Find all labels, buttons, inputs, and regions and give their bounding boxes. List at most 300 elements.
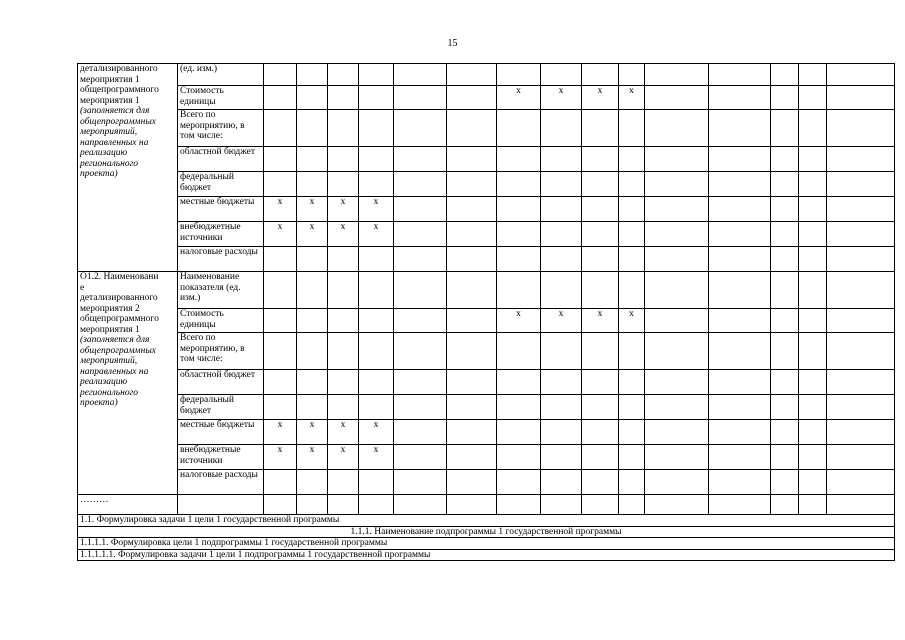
- empty-cell: [799, 495, 827, 515]
- value-cell: [541, 395, 582, 420]
- value-cell: [709, 309, 771, 333]
- value-cell: [645, 86, 709, 110]
- value-cell: [394, 470, 447, 495]
- value-cell: [394, 420, 447, 445]
- value-cell: [582, 147, 619, 172]
- value-cell: [799, 197, 827, 222]
- value-cell: [359, 333, 394, 370]
- value-cell: [709, 86, 771, 110]
- value-cell: [541, 247, 582, 272]
- section-heading-row: [78, 538, 895, 550]
- value-cell: x: [359, 197, 394, 222]
- value-cell: [582, 272, 619, 309]
- row-label: областной бюджет: [178, 370, 264, 395]
- event-name-line: мероприятия 1: [80, 95, 140, 106]
- value-cell: [645, 222, 709, 247]
- value-cell: [582, 110, 619, 147]
- value-cell: [709, 222, 771, 247]
- table-row: [78, 64, 895, 86]
- value-cell: [827, 309, 895, 333]
- event-note-line: общепрограммных: [80, 345, 156, 356]
- value-cell: [359, 247, 394, 272]
- value-cell: [447, 420, 497, 445]
- value-cell: [447, 247, 497, 272]
- table-row: [78, 197, 895, 222]
- value-cell: [619, 395, 645, 420]
- value-cell: [447, 110, 497, 147]
- event-note-line: (заполняется для: [80, 335, 150, 345]
- value-cell: [827, 172, 895, 197]
- event-note-line: мероприятий,: [80, 127, 138, 137]
- value-cell: [394, 110, 447, 147]
- value-cell: [394, 147, 447, 172]
- value-cell: x: [359, 222, 394, 247]
- table-body: [78, 64, 895, 561]
- value-cell: [827, 370, 895, 395]
- value-cell: [799, 370, 827, 395]
- value-cell: [541, 333, 582, 370]
- table-row: [78, 172, 895, 197]
- event-note-line: направленных на: [80, 366, 149, 377]
- value-cell: [827, 445, 895, 470]
- value-cell: [359, 395, 394, 420]
- value-cell: x: [328, 420, 359, 445]
- row-label: федеральный бюджет: [178, 172, 264, 197]
- value-cell: [541, 197, 582, 222]
- value-cell: [619, 370, 645, 395]
- value-cell: [264, 247, 297, 272]
- value-cell: [447, 470, 497, 495]
- empty-cell: [827, 495, 895, 515]
- value-cell: [645, 64, 709, 86]
- value-cell: [447, 64, 497, 86]
- value-cell: [799, 395, 827, 420]
- event-name-line: мероприятия 2: [80, 303, 140, 314]
- value-cell: [799, 333, 827, 370]
- value-cell: x: [264, 222, 297, 247]
- event-note-line: реализацию: [80, 148, 128, 158]
- event-name-line: мероприятия 1: [80, 324, 140, 335]
- empty-cell: [541, 495, 582, 515]
- value-cell: [709, 333, 771, 370]
- value-cell: [582, 395, 619, 420]
- value-cell: x: [297, 445, 328, 470]
- table-row: [78, 309, 895, 333]
- value-cell: [645, 395, 709, 420]
- empty-cell: [297, 495, 328, 515]
- value-cell: [497, 370, 541, 395]
- value-cell: x: [359, 420, 394, 445]
- row-label: Всего по мероприятию, в том числе:: [178, 333, 264, 370]
- value-cell: [541, 272, 582, 309]
- event-note-line: регионального: [80, 387, 139, 398]
- value-cell: [394, 309, 447, 333]
- value-cell: [297, 64, 328, 86]
- value-cell: [827, 395, 895, 420]
- value-cell: [709, 247, 771, 272]
- value-cell: [709, 147, 771, 172]
- section-heading: 1.1.1. Наименование подпрограммы 1 государственной программы: [78, 526, 895, 538]
- value-cell: [619, 147, 645, 172]
- value-cell: [771, 172, 799, 197]
- value-cell: [799, 272, 827, 309]
- section-heading: 1.1. Формулировка задачи 1 цели 1 государственной программы: [78, 515, 895, 527]
- value-cell: [541, 445, 582, 470]
- value-cell: [709, 110, 771, 147]
- row-label: внебюджетные источники: [178, 445, 264, 470]
- section-heading: 1.1.1.1.1. Формулировка задачи 1 цели 1 подпрограммы 1 государственной программы: [78, 549, 895, 561]
- value-cell: [582, 445, 619, 470]
- value-cell: [541, 110, 582, 147]
- value-cell: [799, 420, 827, 445]
- value-cell: [645, 370, 709, 395]
- value-cell: [619, 470, 645, 495]
- row-label: Стоимость единицы: [178, 309, 264, 333]
- ellipsis-row: [78, 495, 895, 515]
- value-cell: [264, 110, 297, 147]
- row-label: Наименование показателя (ед. изм.): [178, 272, 264, 309]
- value-cell: [771, 247, 799, 272]
- value-cell: [497, 247, 541, 272]
- value-cell: [497, 110, 541, 147]
- event-name-line: е: [80, 282, 85, 293]
- value-cell: [799, 110, 827, 147]
- value-cell: [645, 309, 709, 333]
- value-cell: x: [619, 309, 645, 333]
- value-cell: [799, 445, 827, 470]
- table-row: [78, 222, 895, 247]
- value-cell: [297, 309, 328, 333]
- value-cell: [771, 445, 799, 470]
- event-note-line: проекта): [80, 398, 118, 408]
- value-cell: [447, 333, 497, 370]
- value-cell: [497, 272, 541, 309]
- value-cell: [619, 222, 645, 247]
- section-heading-row: [78, 515, 895, 527]
- value-cell: x: [264, 445, 297, 470]
- value-cell: [297, 395, 328, 420]
- event-name-line: общепрограммного: [80, 85, 159, 95]
- empty-cell: [328, 495, 359, 515]
- value-cell: [297, 147, 328, 172]
- value-cell: [497, 333, 541, 370]
- table-row: [78, 247, 895, 272]
- value-cell: [328, 370, 359, 395]
- value-cell: [447, 172, 497, 197]
- value-cell: [709, 420, 771, 445]
- value-cell: x: [619, 86, 645, 110]
- page-number: 15: [447, 38, 458, 49]
- value-cell: x: [264, 420, 297, 445]
- value-cell: [264, 64, 297, 86]
- value-cell: [447, 272, 497, 309]
- value-cell: x: [497, 86, 541, 110]
- value-cell: [827, 64, 895, 86]
- empty-cell: [582, 495, 619, 515]
- value-cell: [497, 470, 541, 495]
- value-cell: [771, 222, 799, 247]
- value-cell: [645, 172, 709, 197]
- value-cell: [582, 172, 619, 197]
- value-cell: [328, 64, 359, 86]
- value-cell: [447, 222, 497, 247]
- value-cell: [394, 64, 447, 86]
- value-cell: [447, 395, 497, 420]
- value-cell: [394, 370, 447, 395]
- value-cell: [497, 222, 541, 247]
- table-row: [78, 445, 895, 470]
- value-cell: [582, 370, 619, 395]
- value-cell: [497, 147, 541, 172]
- empty-cell: [394, 495, 447, 515]
- value-cell: [827, 420, 895, 445]
- value-cell: [771, 272, 799, 309]
- value-cell: [709, 370, 771, 395]
- table-row: [78, 420, 895, 445]
- value-cell: x: [297, 222, 328, 247]
- value-cell: x: [541, 86, 582, 110]
- value-cell: [359, 470, 394, 495]
- empty-cell: [645, 495, 709, 515]
- value-cell: x: [328, 445, 359, 470]
- value-cell: [827, 147, 895, 172]
- value-cell: [497, 395, 541, 420]
- value-cell: [447, 370, 497, 395]
- value-cell: [619, 272, 645, 309]
- value-cell: [328, 110, 359, 147]
- value-cell: [771, 395, 799, 420]
- program-table: [77, 63, 895, 561]
- ellipsis-cell: ………: [78, 495, 178, 515]
- row-label: Стоимость единицы: [178, 86, 264, 110]
- value-cell: [541, 64, 582, 86]
- section-heading-row: [78, 526, 895, 538]
- value-cell: [447, 445, 497, 470]
- value-cell: [328, 247, 359, 272]
- section-heading: 1.1.1.1. Формулировка цели 1 подпрограммы 1 государственной программы: [78, 538, 895, 550]
- value-cell: [394, 86, 447, 110]
- value-cell: [264, 272, 297, 309]
- value-cell: [709, 272, 771, 309]
- value-cell: [709, 197, 771, 222]
- event-note-line: (заполняется для: [80, 106, 150, 116]
- value-cell: [827, 247, 895, 272]
- event-note-line: мероприятий,: [80, 356, 138, 366]
- value-cell: [297, 86, 328, 110]
- value-cell: [328, 272, 359, 309]
- value-cell: [827, 470, 895, 495]
- value-cell: [297, 333, 328, 370]
- value-cell: [359, 86, 394, 110]
- value-cell: [541, 420, 582, 445]
- value-cell: [328, 147, 359, 172]
- empty-cell: [359, 495, 394, 515]
- row-label: внебюджетные источники: [178, 222, 264, 247]
- value-cell: [264, 147, 297, 172]
- value-cell: [297, 470, 328, 495]
- value-cell: [582, 420, 619, 445]
- value-cell: [645, 420, 709, 445]
- value-cell: [359, 110, 394, 147]
- value-cell: [619, 247, 645, 272]
- value-cell: [645, 333, 709, 370]
- value-cell: x: [541, 309, 582, 333]
- value-cell: [799, 147, 827, 172]
- value-cell: [771, 147, 799, 172]
- value-cell: [582, 197, 619, 222]
- empty-cell: [447, 495, 497, 515]
- value-cell: [297, 370, 328, 395]
- value-cell: [619, 420, 645, 445]
- row-label: местные бюджеты: [178, 420, 264, 445]
- value-cell: [827, 272, 895, 309]
- event-note-line: регионального: [80, 158, 139, 169]
- value-cell: [264, 370, 297, 395]
- value-cell: x: [582, 309, 619, 333]
- value-cell: [264, 395, 297, 420]
- value-cell: [541, 147, 582, 172]
- value-cell: [619, 110, 645, 147]
- value-cell: [394, 247, 447, 272]
- value-cell: [447, 86, 497, 110]
- value-cell: [328, 86, 359, 110]
- value-cell: [771, 110, 799, 147]
- value-cell: [645, 110, 709, 147]
- value-cell: [771, 64, 799, 86]
- value-cell: [359, 147, 394, 172]
- value-cell: [359, 272, 394, 309]
- value-cell: [297, 247, 328, 272]
- value-cell: [264, 172, 297, 197]
- value-cell: [394, 272, 447, 309]
- value-cell: [582, 247, 619, 272]
- value-cell: x: [264, 197, 297, 222]
- value-cell: [709, 172, 771, 197]
- value-cell: [297, 172, 328, 197]
- value-cell: [771, 420, 799, 445]
- value-cell: [827, 86, 895, 110]
- value-cell: [709, 470, 771, 495]
- value-cell: [709, 445, 771, 470]
- value-cell: x: [582, 86, 619, 110]
- event-name-line: мероприятия 1: [80, 74, 140, 85]
- value-cell: [619, 172, 645, 197]
- value-cell: [394, 222, 447, 247]
- value-cell: [359, 370, 394, 395]
- value-cell: x: [328, 197, 359, 222]
- row-label: налоговые расходы: [178, 247, 264, 272]
- value-cell: [297, 110, 328, 147]
- empty-cell: [619, 495, 645, 515]
- value-cell: [264, 86, 297, 110]
- value-cell: [645, 470, 709, 495]
- value-cell: [827, 333, 895, 370]
- empty-cell: [178, 495, 264, 515]
- table-row: [78, 272, 895, 309]
- value-cell: [447, 309, 497, 333]
- value-cell: [264, 333, 297, 370]
- value-cell: [497, 197, 541, 222]
- empty-cell: [264, 495, 297, 515]
- table-row: [78, 395, 895, 420]
- value-cell: [645, 272, 709, 309]
- value-cell: [619, 64, 645, 86]
- event-name-cell: [78, 272, 178, 495]
- value-cell: [359, 64, 394, 86]
- value-cell: [619, 333, 645, 370]
- value-cell: [264, 309, 297, 333]
- value-cell: [264, 470, 297, 495]
- value-cell: [645, 147, 709, 172]
- row-label: федеральный бюджет: [178, 395, 264, 420]
- value-cell: [328, 470, 359, 495]
- row-label: Всего по мероприятию, в том числе:: [178, 110, 264, 147]
- value-cell: [771, 333, 799, 370]
- value-cell: [328, 172, 359, 197]
- section-heading-row: [78, 549, 895, 561]
- row-label: (ед. изм.): [178, 64, 264, 86]
- row-label: областной бюджет: [178, 147, 264, 172]
- value-cell: [328, 333, 359, 370]
- row-label: местные бюджеты: [178, 197, 264, 222]
- value-cell: [709, 64, 771, 86]
- value-cell: x: [497, 309, 541, 333]
- value-cell: [799, 86, 827, 110]
- value-cell: [447, 197, 497, 222]
- value-cell: [328, 395, 359, 420]
- row-label: налоговые расходы: [178, 470, 264, 495]
- value-cell: [827, 222, 895, 247]
- value-cell: [771, 370, 799, 395]
- value-cell: [645, 247, 709, 272]
- value-cell: [771, 309, 799, 333]
- value-cell: [541, 370, 582, 395]
- value-cell: [394, 395, 447, 420]
- event-name-line: общепрограммного: [80, 314, 159, 324]
- value-cell: [827, 197, 895, 222]
- value-cell: [799, 470, 827, 495]
- table-row: [78, 110, 895, 147]
- value-cell: [359, 172, 394, 197]
- value-cell: [497, 445, 541, 470]
- event-name-line: детализированного: [80, 293, 158, 303]
- value-cell: [328, 309, 359, 333]
- event-note-line: направленных на: [80, 137, 149, 148]
- value-cell: [394, 445, 447, 470]
- value-cell: x: [328, 222, 359, 247]
- value-cell: [582, 222, 619, 247]
- value-cell: [799, 222, 827, 247]
- value-cell: [497, 64, 541, 86]
- value-cell: [771, 86, 799, 110]
- value-cell: [541, 222, 582, 247]
- table-row: [78, 370, 895, 395]
- value-cell: [799, 309, 827, 333]
- value-cell: [709, 395, 771, 420]
- value-cell: [394, 197, 447, 222]
- value-cell: [799, 247, 827, 272]
- empty-cell: [771, 495, 799, 515]
- value-cell: [645, 197, 709, 222]
- value-cell: x: [297, 197, 328, 222]
- value-cell: [799, 172, 827, 197]
- value-cell: [541, 172, 582, 197]
- event-note-line: общепрограммных: [80, 116, 156, 127]
- value-cell: x: [297, 420, 328, 445]
- value-cell: x: [359, 445, 394, 470]
- event-name-cell: [78, 64, 178, 272]
- value-cell: [394, 172, 447, 197]
